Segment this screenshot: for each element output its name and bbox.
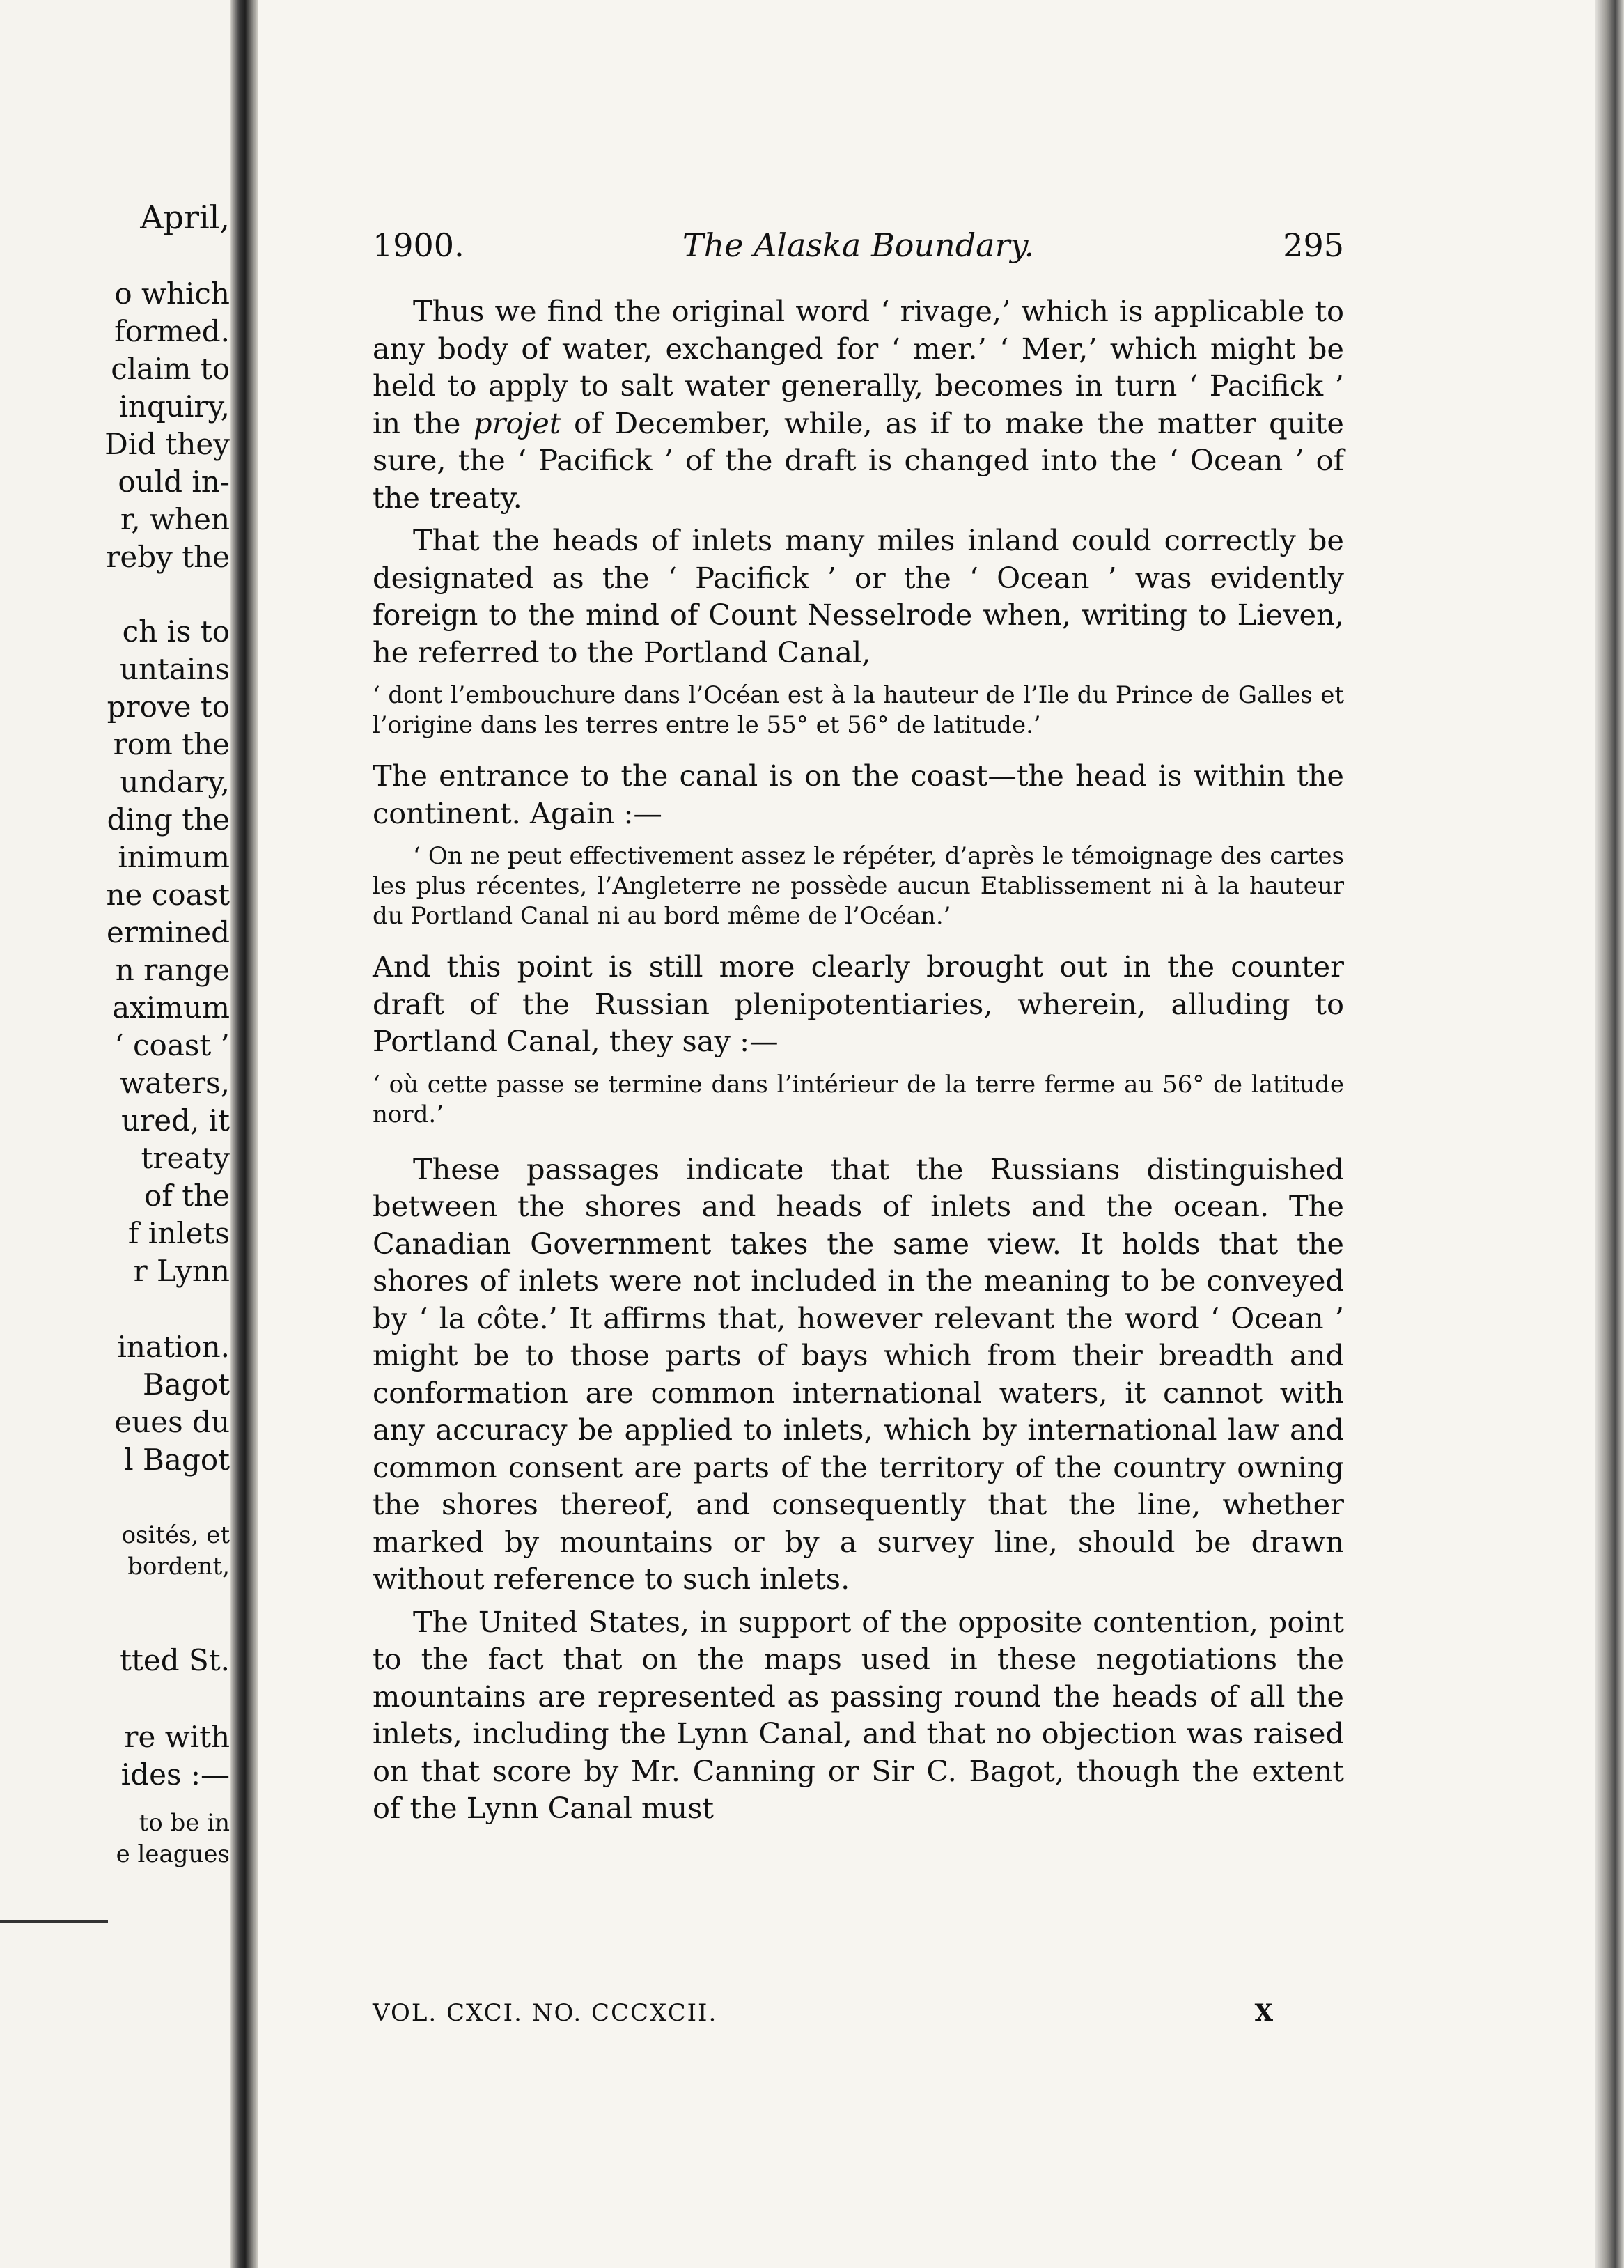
left-page-line: inimum <box>118 840 230 874</box>
paragraph: And this point is still more clearly brought out in the counter draft of the Russian plenipotentiaries, wherein, alluding to Portland Canal, they say :— <box>373 949 1344 1058</box>
paragraph: The entrance to the canal is on the coast—the head is within the continent. Again :— <box>373 759 1344 830</box>
left-page-line: ermined <box>107 915 230 949</box>
left-page-line: treaty <box>141 1141 230 1175</box>
left-page-line: eues du <box>114 1405 230 1439</box>
left-page-line: ould in- <box>118 465 230 499</box>
page-edge <box>1595 0 1624 2268</box>
header-year: 1900. <box>373 226 464 264</box>
left-page-line: ding the <box>107 802 230 837</box>
facing-page-left <box>0 0 230 2268</box>
left-page-line: ination. <box>117 1330 230 1364</box>
left-page-line: ides :— <box>120 1757 230 1792</box>
left-page-line: e leagues <box>116 1840 230 1868</box>
left-page-line: o which <box>114 277 230 311</box>
left-page-line: untains <box>119 652 230 686</box>
left-page-line: r Lynn <box>133 1254 230 1288</box>
left-page-line: tted St. <box>120 1643 230 1677</box>
paragraph: These passages indicate that the Russians distinguished between the shores and heads of inlets and the ocean. The Canadian Government takes the same view. It holds that the shores of inlets were not included in the meaning to be conveyed by ‘ la côte.’ It affirms that, however relevant the word ‘ Ocean ’ might be to those parts of bays which from their breadth and conformation are common international waters, it cannot with any accuracy be applied to inlets, which by international law and common consent are parts of the territory of the country owning the shores thereof, and consequently that the line, whether marked by mountains or by a survey line, should be drawn without reference to such inlets. <box>373 1151 1344 1596</box>
signature-mark: X <box>1254 1999 1274 2027</box>
left-page-line: to be in <box>139 1809 230 1837</box>
left-page-line: waters, <box>120 1066 230 1100</box>
left-page-line: Bagot <box>143 1367 230 1401</box>
left-page-line: aximum <box>112 991 230 1025</box>
left-page-line: inquiry, <box>118 389 230 424</box>
page-footer <box>373 1999 1344 2034</box>
left-page-line: osités, et <box>121 1521 230 1549</box>
left-page-line: f inlets <box>127 1216 230 1250</box>
left-page-line: undary, <box>120 765 230 799</box>
block-quote: ‘ où cette passe se termine dans l’intérieur de la terre ferme au 56° de latitude nord.’ <box>373 1070 1344 1128</box>
left-page-line: re with <box>124 1720 230 1754</box>
left-page-line: rom the <box>113 727 230 761</box>
left-page-line: claim to <box>111 352 230 386</box>
left-page-line: ured, it <box>121 1103 230 1137</box>
left-page-line: reby the <box>106 540 230 574</box>
header-title: The Alaska Boundary. <box>682 226 1035 264</box>
article-body <box>373 293 1344 1827</box>
footnote-rule <box>0 1920 108 1923</box>
left-page-line: ‘ coast ’ <box>114 1028 230 1062</box>
left-page-line: Did they <box>104 427 230 461</box>
paragraph: The United States, in support of the opposite contention, point to the fact that on the maps used in these negotiations the mountains are represented as passing round the heads of all the inlets, including the Lynn Canal, and that no objection was raised on that score by Mr. Canning or Sir C. Bagot, though the extent of the Lynn Canal must <box>373 1604 1344 1825</box>
left-page-line: bordent, <box>127 1553 230 1580</box>
volume-line: VOL. CXCI. NO. CCCXCII. <box>373 1999 718 2027</box>
left-page-line: ch is to <box>122 614 230 648</box>
italic-word: projet <box>474 405 561 440</box>
paragraph: That the heads of inlets many miles inland could correctly be designated as the ‘ Pacifick ’ or the ‘ Ocean ’ was evidently foreign to the mind of Count Nesselrode when, writing to Lieven, he referred to the Portland Canal, <box>373 523 1344 669</box>
left-page-line: l Bagot <box>124 1443 230 1477</box>
left-page-line: of the <box>144 1179 230 1213</box>
running-header <box>373 226 1344 268</box>
block-quote: ‘ dont l’embouchure dans l’Océan est à la hauteur de l’Ile du Prince de Galles et l’origine dans les terres entre le 55° et 56° de latitude.’ <box>373 681 1344 739</box>
left-page-line: prove to <box>107 690 230 724</box>
page-number: 295 <box>1283 226 1344 264</box>
left-page-line: r, when <box>120 502 230 536</box>
left-page-line: formed. <box>114 314 230 348</box>
paragraph: Thus we find the original word ‘ rivage,’ which is applicable to any body of water, exchanged for ‘ mer.’ ‘ Mer,’ which might be held to apply to salt water generally, becomes in turn ‘ Pacifick ’ in the projet of December, while, as if to make the matter quite sure, the ‘ Pacifick ’ of the draft is changed into the ‘ Ocean ’ of the treaty. <box>373 294 1344 515</box>
left-page-line: n range <box>115 953 230 987</box>
book-gutter <box>230 0 258 2268</box>
left-page-line: ne coast <box>106 878 230 912</box>
block-quote: ‘ On ne peut effectivement assez le répéter, d’après le témoignage des cartes les plus récentes, l’Angleterre ne possède aucun Etablissement ni à la hauteur du Portland Canal ni au bord même de l’Océan.’ <box>373 842 1344 930</box>
left-page-line: April, <box>140 199 230 236</box>
